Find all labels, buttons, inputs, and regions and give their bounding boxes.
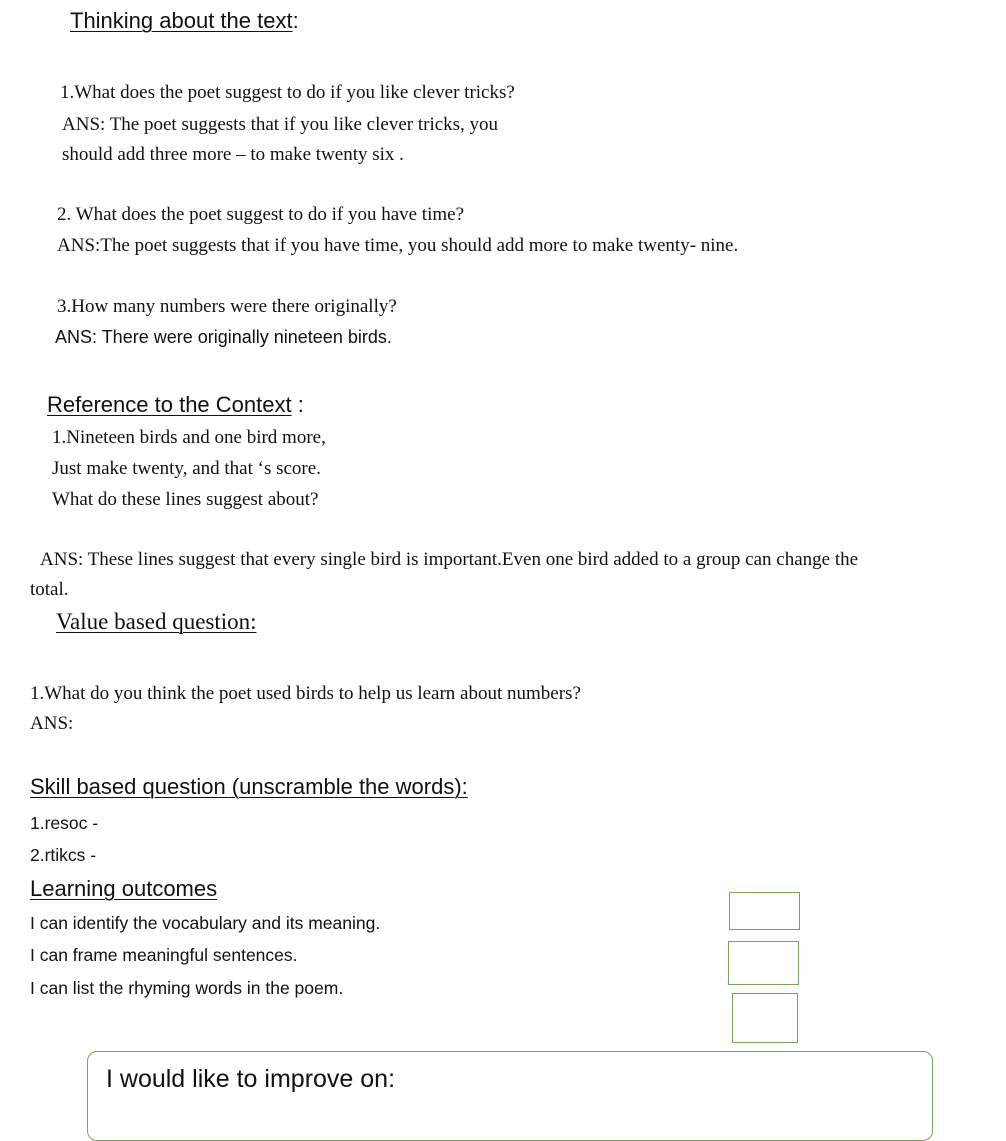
outcome-checkbox-3[interactable] [732,993,798,1043]
learning-outcome-1: I can identify the vocabulary and its meaning. [30,913,381,933]
value-based-answer: ANS: [30,713,74,734]
reference-answer-line2: total. [30,579,69,600]
skill-based-item-2: 2.rtikcs - [30,845,97,865]
thinking-heading [70,8,299,34]
reference-answer-line1: ANS: These lines suggest that every single bird is important.Even one bird added to a group can change the [40,549,859,570]
outcome-checkbox-1[interactable] [729,892,800,930]
reference-heading [47,392,304,418]
thinking-heading-text: Thinking about the text [70,8,293,33]
reference-heading-text: Reference to the Context [47,392,292,417]
thinking-q3-answer: ANS: There were originally nineteen birds. [55,327,392,347]
skill-based-item-1: 1.resoc - [30,813,99,833]
thinking-q2-question: 2. What does the poet suggest to do if you have time? [57,204,465,225]
reference-line-1: 1.Nineteen birds and one bird more, [52,427,326,448]
value-based-question: 1.What do you think the poet used birds to help us learn about numbers? [30,683,581,704]
reference-line-2: Just make twenty, and that ‘s score. [52,458,321,479]
reference-line-3: What do these lines suggest about? [52,489,319,510]
reference-heading-colon: : [291,392,304,417]
improve-label: I would like to improve on: [106,1065,396,1093]
learning-outcomes-heading: Learning outcomes [30,876,218,901]
learning-outcome-3: I can list the rhyming words in the poem. [30,978,344,998]
thinking-q1-answer-line1: ANS: The poet suggests that if you like clever tricks, you [62,114,499,135]
skill-based-heading: Skill based question (unscramble the words): [30,774,468,799]
value-based-heading: Value based question: [56,609,257,634]
thinking-heading-colon: : [292,8,299,33]
learning-outcome-2: I can frame meaningful sentences. [30,945,298,965]
outcome-checkbox-2[interactable] [728,941,799,985]
thinking-q2-answer: ANS:The poet suggests that if you have time, you should add more to make twenty- nine. [57,235,739,256]
thinking-q1-answer-line2: should add three more – to make twenty six . [62,144,404,165]
thinking-q1-question: 1.What does the poet suggest to do if you like clever tricks? [60,82,515,103]
thinking-q3-question: 3.How many numbers were there originally? [57,296,397,317]
